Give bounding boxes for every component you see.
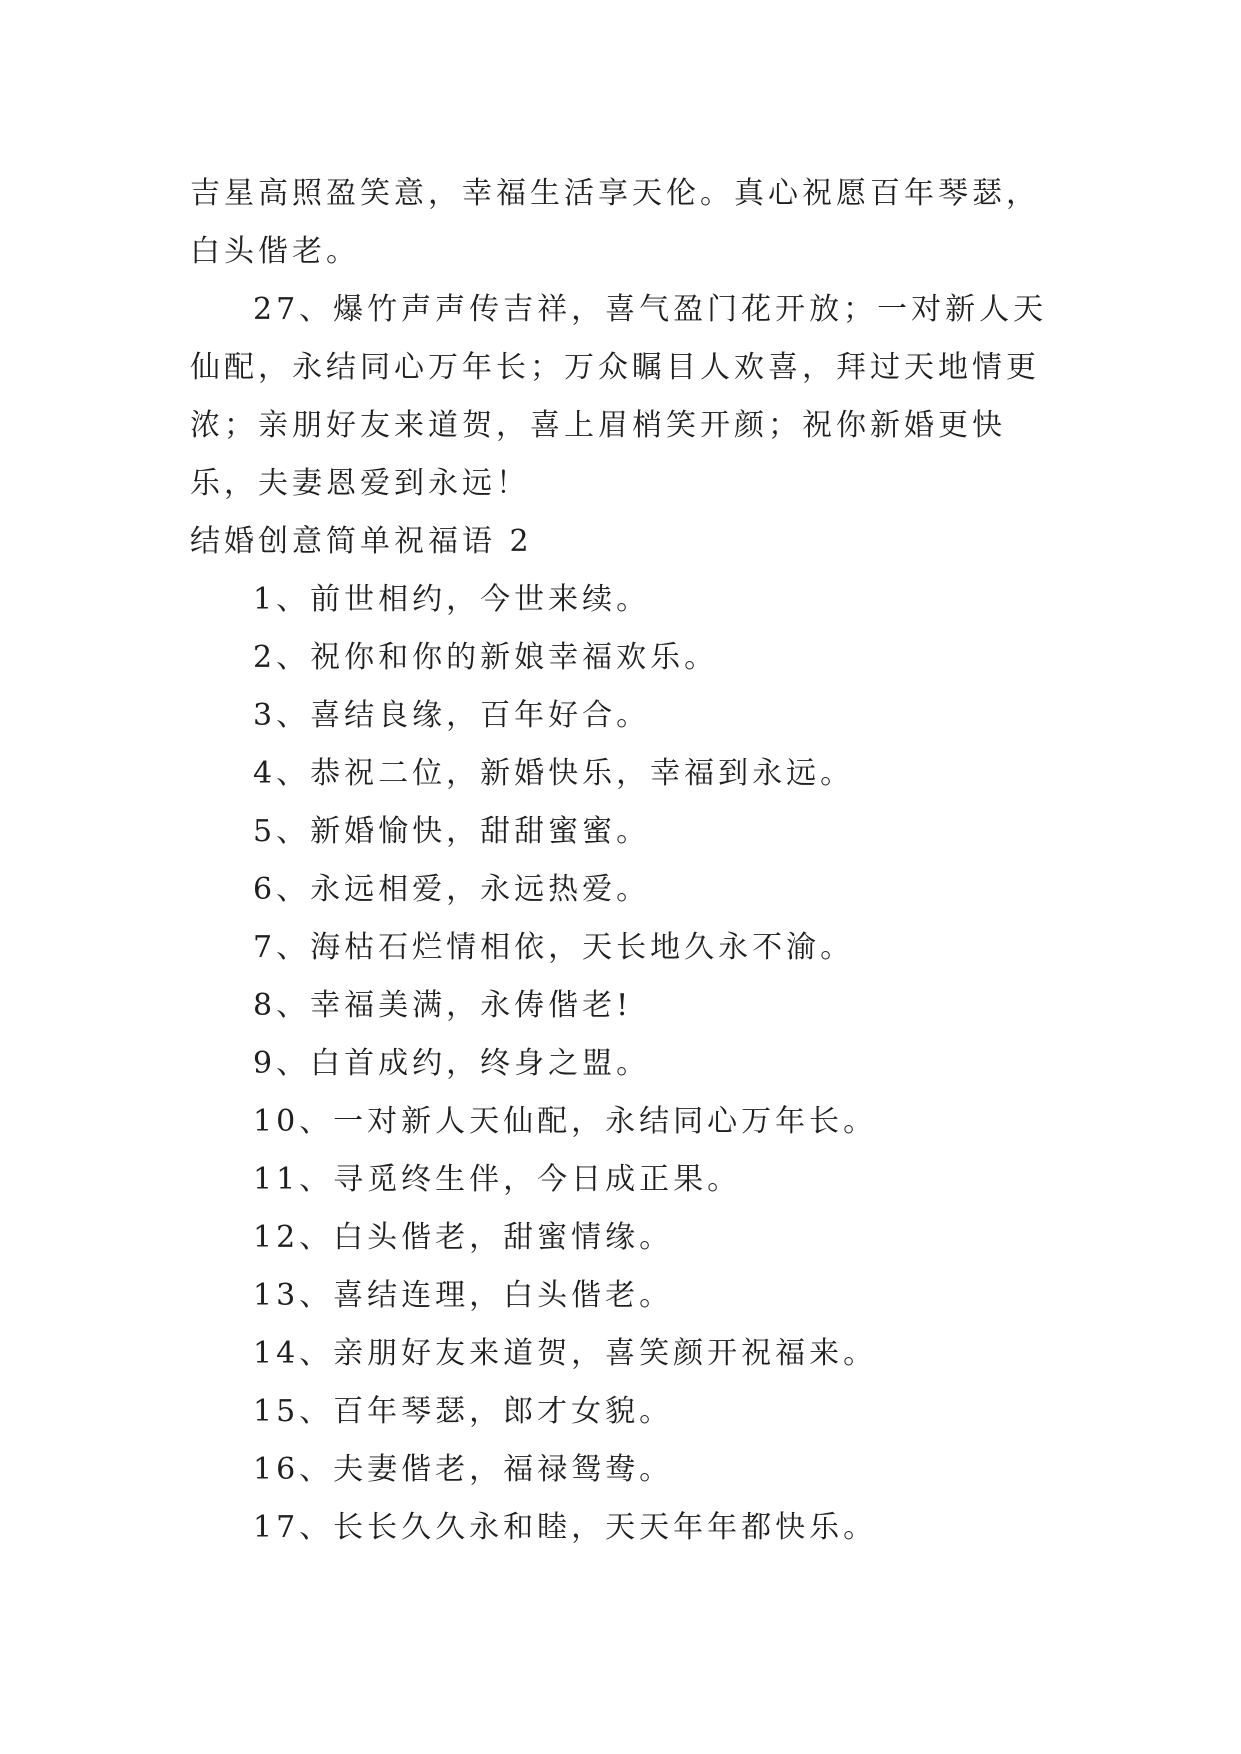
list-item: 2、祝你和你的新娘幸福欢乐。 xyxy=(253,640,719,675)
list-item: 6、永远相爱，永远热爱。 xyxy=(253,872,651,907)
list-item: 7、海枯石烂情相依，天长地久永不渝。 xyxy=(253,930,855,965)
document-body xyxy=(190,165,1050,1557)
list-item: 11、寻觅终生伴，今日成正果。 xyxy=(253,1162,742,1197)
list-item: 8、幸福美满，永俦偕老! xyxy=(253,988,633,1023)
continuation-paragraph: 吉星高照盈笑意，幸福生活享天伦。真心祝愿百年琴瑟，白头偕老。 xyxy=(190,176,1040,269)
list-item: 14、亲朋好友来道贺，喜笑颜开祝福来。 xyxy=(253,1336,878,1371)
list-item: 4、恭祝二位，新婚快乐，幸福到永远。 xyxy=(253,756,855,791)
list-item: 15、百年琴瑟，郎才女貌。 xyxy=(253,1394,674,1429)
list-item: 12、白头偕老，甜蜜情缘。 xyxy=(253,1220,674,1255)
list-item: 5、新婚愉快，甜甜蜜蜜。 xyxy=(253,814,651,849)
list-item: 9、白首成约，终身之盟。 xyxy=(253,1046,651,1081)
list-item: 1、前世相约，今世来续。 xyxy=(253,582,651,617)
list-item: 16、夫妻偕老，福禄鸳鸯。 xyxy=(253,1452,674,1487)
list-item: 13、喜结连理，白头偕老。 xyxy=(253,1278,674,1313)
list-item: 10、一对新人天仙配，永结同心万年长。 xyxy=(253,1104,878,1139)
section-heading: 结婚创意简单祝福语 2 xyxy=(190,524,533,559)
paragraph-27: 27、爆竹声声传吉祥，喜气盈门花开放；一对新人天仙配，永结同心万年长；万众瞩目人欢喜，拜过天地情更浓；亲朋好友来道贺，喜上眉梢笑开颜；祝你新婚更快乐，夫妻恩爱到永远！ xyxy=(190,292,1048,501)
list-item: 17、长长久久永和睦，天天年年都快乐。 xyxy=(253,1510,878,1545)
list-item: 3、喜结良缘，百年好合。 xyxy=(253,698,651,733)
